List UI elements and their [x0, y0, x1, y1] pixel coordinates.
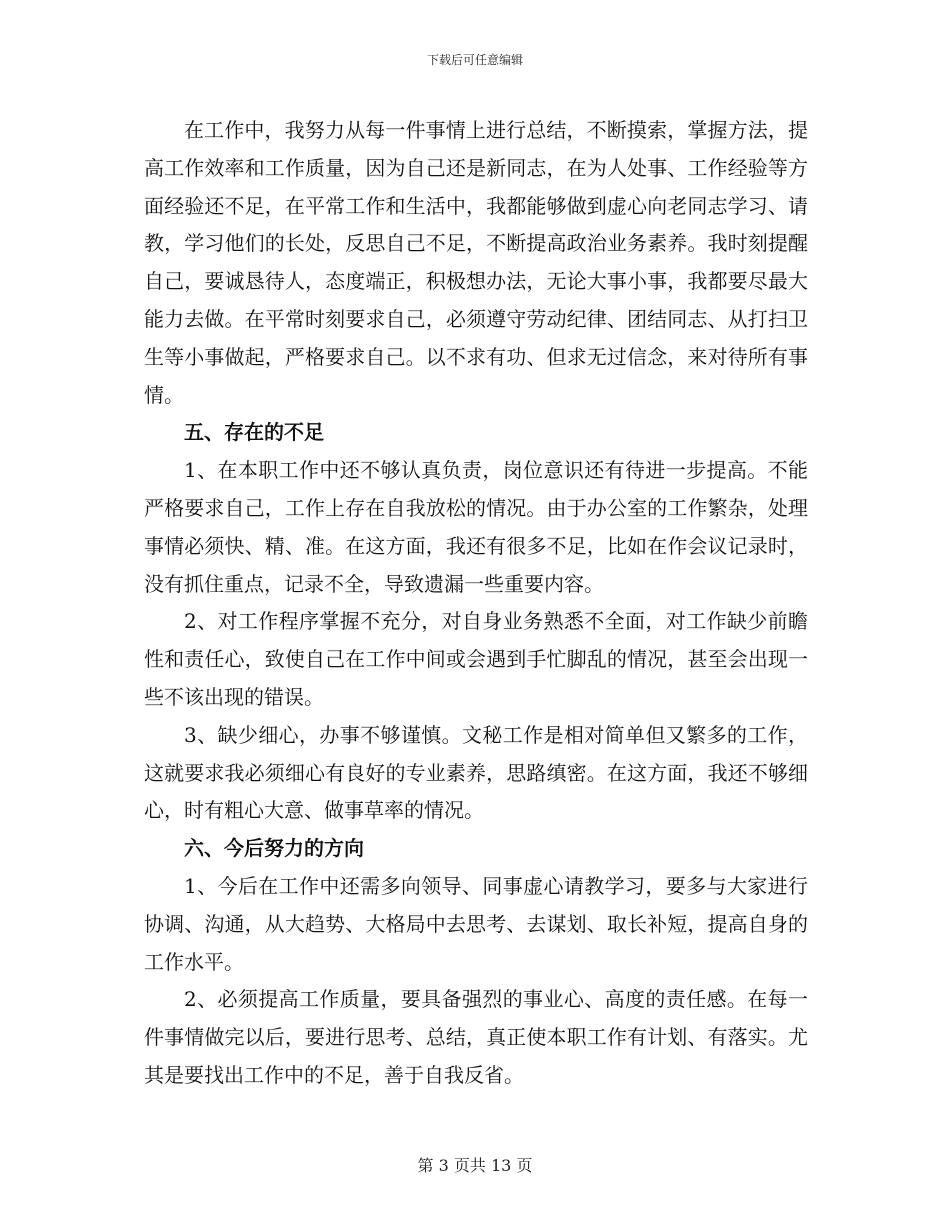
- paragraph-shortcoming-1: 1、在本职工作中还不够认真负责，岗位意识还有待进一步提高。不能严格要求自己，工作上存在自我放松的情况。由于办公室的工作繁杂，处理事情必须快、精、准。在这方面，我还有很多不足，比如在作会议记录时，没有抓住重点，记录不全，导致遗漏一些重要内容。: [144, 458, 808, 596]
- paragraph-direction-2: 2、必须提高工作质量，要具备强烈的事业心、高度的责任感。在每一件事情做完以后，要进行思考、总结，真正使本职工作有计划、有落实。尤其是要找出工作中的不足，善于自我反省。: [144, 987, 808, 1087]
- document-body: [144, 112, 808, 1095]
- page-header: 下载后可任意编辑: [426, 53, 523, 67]
- section-heading-shortcomings: 五、存在的不足: [184, 420, 324, 445]
- paragraph-work-summary: 在工作中，我努力从每一件事情上进行总结，不断摸索，掌握方法，提高工作效率和工作质量，因为自己还是新同志，在为人处事、工作经验等方面经验还不足，在平常工作和生活中，我都能够做到虚心向老同志学习、请教，学习他们的长处，反思自己不足，不断提高政治业务素养。我时刻提醒自己，要诚恳待人，态度端正，积极想办法，无论大事小事，我都要尽最大能力去做。在平常时刻要求自己，必须遵守劳动纪律、团结同志、从打扫卫生等小事做起，严格要求自己。以不求有功、但求无过信念，来对待所有事情。: [144, 118, 808, 407]
- section-heading-future-direction: 六、今后努力的方向: [184, 836, 364, 861]
- paragraph-shortcoming-3: 3、缺少细心，办事不够谨慎。文秘工作是相对简单但又繁多的工作，这就要求我必须细心有良好的专业素养，思路缜密。在这方面，我还不够细心，时有粗心大意、做事草率的情况。: [144, 722, 808, 823]
- paragraph-direction-1: 1、今后在工作中还需多向领导、同事虚心请教学习，要多与大家进行协调、沟通，从大趋势、大格局中去思考、去谋划、取长补短，提高自身的工作水平。: [144, 873, 808, 974]
- page-number: 第 3 页共 13 页: [417, 1156, 533, 1175]
- paragraph-shortcoming-2: 2、对工作程序掌握不充分，对自身业务熟悉不全面，对工作缺少前瞻性和责任心，致使自己在工作中间或会遇到手忙脚乱的情况，甚至会出现一些不该出现的错误。: [144, 609, 808, 709]
